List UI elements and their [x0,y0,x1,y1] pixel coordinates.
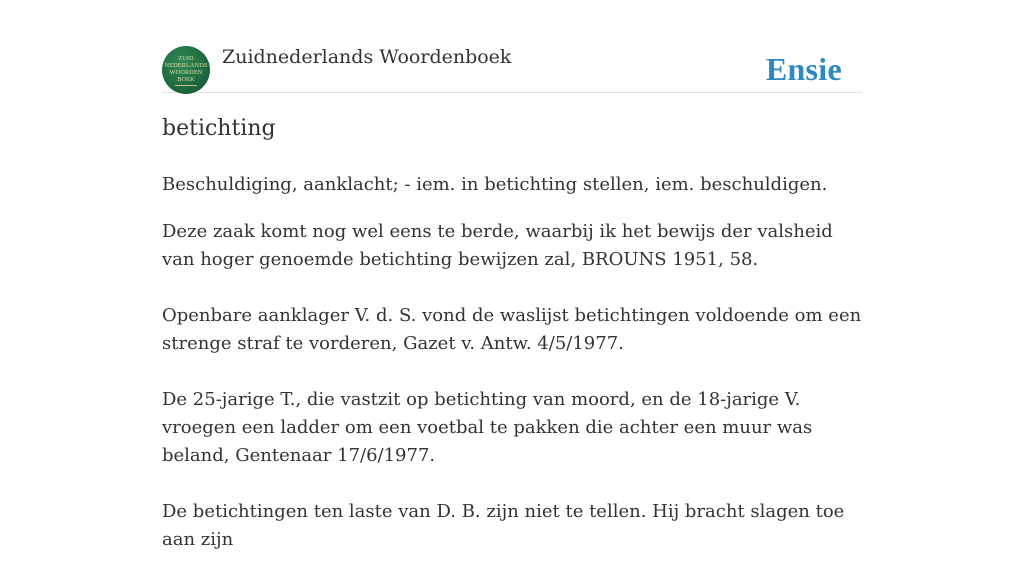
logo-text-line: NEDERLANDS [164,61,208,69]
logo-text-line: WOORDEN [169,68,203,76]
definition: Beschuldiging, aanklacht; - iem. in betichting stellen, iem. beschuldigen. [162,174,828,195]
example-quote: De 25-jarige T., die vastzit op betichting van moord, en de 18-jarige V. vroegen een ladder om een voetbal te pakken die achter een muur was beland, Gentenaar 17/6/1977. [162,389,813,466]
ensie-logo[interactable]: Ensie [765,51,842,87]
logo-text-line: BOEK [177,75,195,83]
source-name-link[interactable]: Zuidnederlands Woordenboek [222,46,512,68]
logo-rule [175,85,197,86]
example-quote: Openbare aanklager V. d. S. vond de waslijst betichtingen voldoende om een strenge straf te vorderen, Gazet v. Antw. 4/5/1977. [162,305,862,354]
example-quote: Deze zaak komt nog wel eens te berde, waarbij ik het bewijs der valsheid van hoger genoemde betichting bewijzen zal, BROUNS 1951, 58. [162,221,833,270]
entry-content [162,171,862,582]
headword: betichting [162,116,276,141]
example-quote: De betichtingen ten laste van D. B. zijn niet te tellen. Hij bracht slagen toe aan zijn [162,501,845,550]
logo-text-line: ZUID [178,54,194,62]
header [162,0,862,93]
page [162,0,862,550]
source-logo[interactable] [162,46,210,94]
